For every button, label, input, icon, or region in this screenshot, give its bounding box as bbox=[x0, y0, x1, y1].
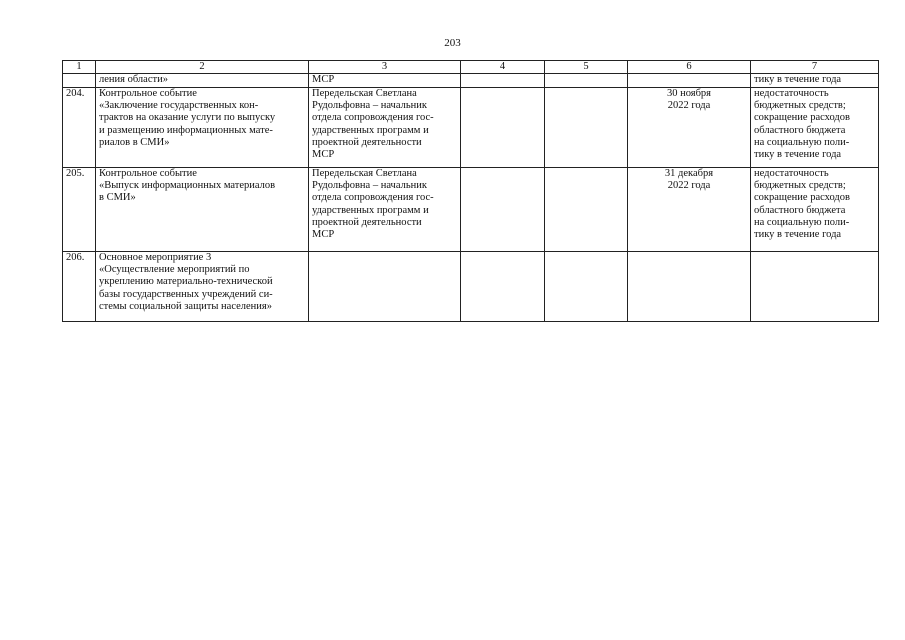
column-header: 4 bbox=[461, 61, 545, 74]
empty-cell bbox=[545, 252, 628, 322]
empty-cell bbox=[545, 88, 628, 168]
event-cell: Контрольное событие «Выпуск информационных материалов в СМИ» bbox=[96, 168, 309, 252]
date-cell bbox=[628, 74, 751, 88]
page-number: 203 bbox=[444, 37, 461, 49]
column-header: 5 bbox=[545, 61, 628, 74]
risk-cell: тику в течение года bbox=[751, 74, 879, 88]
risk-cell: недостаточность бюджетных средств; сокращение расходов областного бюджета на социальную поли- тику в течение года bbox=[751, 168, 879, 252]
table-row bbox=[63, 168, 879, 252]
date-cell: 31 декабря 2022 года bbox=[628, 168, 751, 252]
empty-cell bbox=[461, 252, 545, 322]
empty-cell bbox=[461, 88, 545, 168]
header-row bbox=[63, 61, 879, 74]
column-header: 1 bbox=[63, 61, 96, 74]
row-number bbox=[63, 74, 96, 88]
event-cell: Контрольное событие «Заключение государственных кон- трактов на оказание услуги по выпуску и размещению информационных мате- риалов в СМИ» bbox=[96, 88, 309, 168]
event-cell: ления области» bbox=[96, 74, 309, 88]
column-header: 3 bbox=[309, 61, 461, 74]
row-number: 205. bbox=[63, 168, 96, 252]
risk-cell bbox=[751, 252, 879, 322]
risk-cell: недостаточность бюджетных средств; сокращение расходов областного бюджета на социальную поли- тику в течение года bbox=[751, 88, 879, 168]
event-cell: Основное мероприятие 3 «Осуществление мероприятий по укреплению материально-технической базы государственных учреждений си- стемы социальной защиты населения» bbox=[96, 252, 309, 322]
empty-cell bbox=[545, 74, 628, 88]
responsible-cell: Передельская Светлана Рудольфовна – начальник отдела сопровождения гос- ударственных программ и проектной деятельности МСР bbox=[309, 88, 461, 168]
table-row bbox=[63, 88, 879, 168]
date-cell: 30 ноября 2022 года bbox=[628, 88, 751, 168]
row-number: 206. bbox=[63, 252, 96, 322]
empty-cell bbox=[461, 74, 545, 88]
row-number: 204. bbox=[63, 88, 96, 168]
empty-cell bbox=[461, 168, 545, 252]
table-row bbox=[63, 252, 879, 322]
column-header: 7 bbox=[751, 61, 879, 74]
column-header: 2 bbox=[96, 61, 309, 74]
responsible-cell: Передельская Светлана Рудольфовна – начальник отдела сопровождения гос- ударственных программ и проектной деятельности МСР bbox=[309, 168, 461, 252]
date-cell bbox=[628, 252, 751, 322]
responsible-cell bbox=[309, 252, 461, 322]
table-row bbox=[63, 74, 879, 88]
plan-table bbox=[62, 60, 879, 322]
column-header: 6 bbox=[628, 61, 751, 74]
empty-cell bbox=[545, 168, 628, 252]
responsible-cell: МСР bbox=[309, 74, 461, 88]
